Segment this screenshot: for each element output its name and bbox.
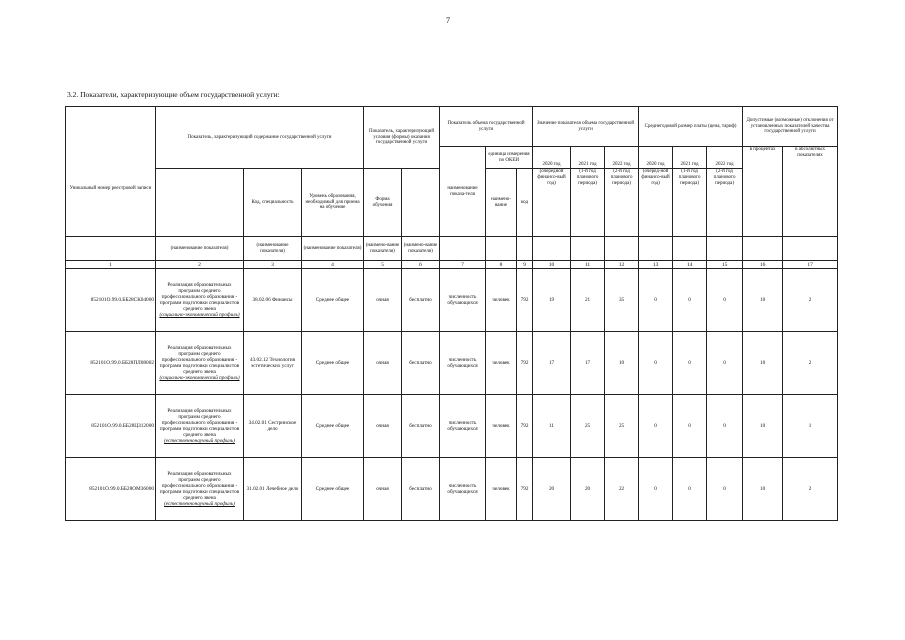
header-spacer — [707, 237, 743, 261]
header-spacer — [486, 237, 517, 261]
edu-form-cell: очная — [364, 269, 402, 332]
column-number: 6 — [402, 261, 440, 269]
registry-number: 852101О.99.0.ББ28СК04000 — [66, 269, 156, 332]
value-2021: 21 — [571, 269, 605, 332]
indicator-cell: численность обучающихся — [440, 458, 486, 521]
unit-cell: человек — [486, 395, 517, 458]
header-spacer — [533, 237, 571, 261]
column-number: 2 — [156, 261, 244, 269]
header-percent: в процентах — [743, 147, 783, 237]
volume-indicators-table — [65, 106, 838, 521]
column-number: 10 — [533, 261, 571, 269]
pay-2020: 0 — [639, 332, 673, 395]
edu-level-cell: Среднее общее — [302, 458, 364, 521]
registry-number: 852101О.99.0.ББ28ЦЗ12000 — [66, 395, 156, 458]
header-volume-indicator: Показатель объема государственной услуги — [440, 107, 533, 147]
table-row — [66, 458, 838, 521]
column-number: 7 — [440, 261, 486, 269]
deviation-absolute: 1 — [783, 395, 838, 458]
column-number: 8 — [486, 261, 517, 269]
column-number: 5 — [364, 261, 402, 269]
table-row — [66, 269, 838, 332]
header-spacer — [743, 237, 783, 261]
value-2021: 25 — [571, 395, 605, 458]
header-name-indicator-2: (наименование показателя) — [244, 237, 302, 261]
value-2020: 20 — [533, 458, 571, 521]
content-text: Реализация образовательных программ среднего профессионального образования - программ подготовки специалистов среднего звена — [159, 282, 240, 312]
payment-cell: бесплатно — [402, 395, 440, 458]
header-plan1-b: (1-й год планового периода) — [673, 169, 707, 237]
column-number: 16 — [743, 261, 783, 269]
value-2022: 22 — [605, 458, 639, 521]
column-number: 13 — [639, 261, 673, 269]
header-name-indicator-4: (наимено-вание показателя) — [364, 237, 402, 261]
header-spacer — [440, 237, 486, 261]
specialty-cell: 34.02.01 Сестринское дело — [244, 395, 302, 458]
header-year-2020: 2020 год — [533, 147, 571, 169]
payment-cell: бесплатно — [402, 269, 440, 332]
pay-2022: 0 — [707, 269, 743, 332]
code-cell: 792 — [517, 458, 533, 521]
header-year-2021: 2021 год — [571, 147, 605, 169]
profile-text: (социально-экономический профиль) — [159, 312, 240, 318]
deviation-absolute: 2 — [783, 332, 838, 395]
header-empty-condition — [402, 169, 440, 237]
value-2022: 25 — [605, 395, 639, 458]
pay-2022: 0 — [707, 458, 743, 521]
pay-2020: 0 — [639, 395, 673, 458]
content-cell — [156, 395, 244, 458]
header-name-indicator-1: (наименование показателя) — [156, 237, 244, 261]
indicator-cell: численность обучающихся — [440, 269, 486, 332]
column-number: 11 — [571, 261, 605, 269]
header-unit-okei: единица измерения по ОКЕИ — [486, 147, 533, 169]
unit-cell: человек — [486, 269, 517, 332]
edu-form-cell: очная — [364, 458, 402, 521]
content-cell — [156, 458, 244, 521]
indicator-cell: численность обучающихся — [440, 332, 486, 395]
value-2020: 19 — [533, 269, 571, 332]
payment-cell: бесплатно — [402, 458, 440, 521]
unit-cell: человек — [486, 458, 517, 521]
indicator-cell: численность обучающихся — [440, 395, 486, 458]
content-text: Реализация образовательных программ среднего профессионального образования - программ подготовки специалистов среднего звена — [159, 345, 240, 375]
header-plan2-b: (2-й год планового периода) — [707, 169, 743, 237]
header-pay-2020: 2020 год — [639, 147, 673, 169]
header-empty-id — [66, 237, 156, 261]
section-title: 3.2. Показатели, характеризующие объем государственной услуги: — [67, 90, 280, 99]
column-number: 1 — [66, 261, 156, 269]
header-plan1: (1-й год планового периода) — [571, 169, 605, 237]
content-text: Реализация образовательных программ среднего профессионального образования - программ подготовки специалистов среднего звена — [159, 408, 240, 438]
value-2021: 20 — [571, 458, 605, 521]
page-number: 7 — [446, 16, 450, 25]
header-content-indicator: Показатель, характеризующий содержание государственной услуги — [156, 107, 364, 169]
header-unique-number: Уникальный номер реестровой записи — [66, 107, 156, 237]
content-cell — [156, 332, 244, 395]
header-spec-code: Код, специальность — [244, 169, 302, 237]
payment-cell: бесплатно — [402, 332, 440, 395]
pay-2021: 0 — [673, 332, 707, 395]
pay-2021: 0 — [673, 395, 707, 458]
header-spacer — [571, 237, 605, 261]
header-spacer — [783, 237, 838, 261]
edu-level-cell: Среднее общее — [302, 395, 364, 458]
value-2022: 10 — [605, 332, 639, 395]
value-2021: 17 — [571, 332, 605, 395]
header-spacer — [673, 237, 707, 261]
header-edu-form: Форма обучения — [364, 169, 402, 237]
column-numbers-row — [66, 261, 838, 269]
header-absolute: в абсолютных показателях — [783, 147, 838, 237]
code-cell: 792 — [517, 332, 533, 395]
header-spacer — [639, 237, 673, 261]
pay-2021: 0 — [673, 269, 707, 332]
code-cell: 792 — [517, 395, 533, 458]
header-spacer — [605, 237, 639, 261]
code-cell: 792 — [517, 269, 533, 332]
edu-form-cell: очная — [364, 395, 402, 458]
header-code: код — [517, 169, 533, 237]
registry-number: 852101О.99.0.ББ28ПЛ08002 — [66, 332, 156, 395]
header-year-2022: 2022 год — [605, 147, 639, 169]
column-number: 14 — [673, 261, 707, 269]
pay-2021: 0 — [673, 458, 707, 521]
column-number: 15 — [707, 261, 743, 269]
pay-2022: 0 — [707, 395, 743, 458]
header-empty-content — [156, 169, 244, 237]
value-2020: 11 — [533, 395, 571, 458]
column-number: 4 — [302, 261, 364, 269]
specialty-cell: 43.02.12 Технология эстетических услуг — [244, 332, 302, 395]
column-number: 17 — [783, 261, 838, 269]
header-avg-payment: Среднегодовой размер платы (цена, тариф) — [639, 107, 743, 147]
deviation-percent: 10 — [743, 395, 783, 458]
registry-number: 852101О.99.0.ББ28ОМ36000 — [66, 458, 156, 521]
column-number: 9 — [517, 261, 533, 269]
header-volume-values: Значение показателя объема государственной услуги — [533, 107, 639, 147]
deviation-absolute: 2 — [783, 269, 838, 332]
header-pay-2022: 2022 год — [707, 147, 743, 169]
header-unit-name: наимено-вание — [486, 169, 517, 237]
profile-text: (социально-экономический профиль) — [159, 375, 240, 381]
pay-2022: 0 — [707, 332, 743, 395]
header-pay-2021: 2021 год — [673, 147, 707, 169]
header-fin-year-b: (очеред-ной финансо-вый год) — [639, 169, 673, 237]
header-conditions-indicator: Показатель, характеризующий условия (формы) оказания государственной услуги — [364, 107, 440, 169]
deviation-absolute: 2 — [783, 458, 838, 521]
deviation-percent: 10 — [743, 458, 783, 521]
content-cell — [156, 269, 244, 332]
profile-text: (естественнонаучный профиль) — [164, 501, 235, 507]
deviation-percent: 10 — [743, 332, 783, 395]
specialty-cell: 31.02.01 Лечебное дело — [244, 458, 302, 521]
deviation-percent: 10 — [743, 269, 783, 332]
edu-level-cell: Среднее общее — [302, 332, 364, 395]
table-row — [66, 332, 838, 395]
edu-level-cell: Среднее общее — [302, 269, 364, 332]
value-2022: 35 — [605, 269, 639, 332]
unit-cell: человек — [486, 332, 517, 395]
header-plan2: (2-й год планового периода) — [605, 169, 639, 237]
content-text: Реализация образовательных программ среднего профессионального образования - программ подготовки специалистов среднего звена — [159, 471, 240, 501]
column-number: 12 — [605, 261, 639, 269]
header-fin-year: (очередной финансо-вый год) — [533, 169, 571, 237]
header-edu-level: Уровень образования, необходимый для приема на обучение — [302, 169, 364, 237]
edu-form-cell: очная — [364, 332, 402, 395]
pay-2020: 0 — [639, 458, 673, 521]
value-2020: 17 — [533, 332, 571, 395]
header-indicator-name: наименование показа-теля — [440, 147, 486, 237]
header-name-indicator-3: (наименование показателя) — [302, 237, 364, 261]
table-row — [66, 395, 838, 458]
header-name-indicator-5: (наимено-вание показателя) — [402, 237, 440, 261]
pay-2020: 0 — [639, 269, 673, 332]
specialty-cell: 38.02.06 Финансы — [244, 269, 302, 332]
column-number: 3 — [244, 261, 302, 269]
profile-text: (естественнонаучный профиль) — [164, 438, 235, 444]
header-allowed-deviations: Допустимые (возможные) отклонения от установленных показателей качества государственной услуги — [743, 107, 838, 147]
header-spacer — [517, 237, 533, 261]
